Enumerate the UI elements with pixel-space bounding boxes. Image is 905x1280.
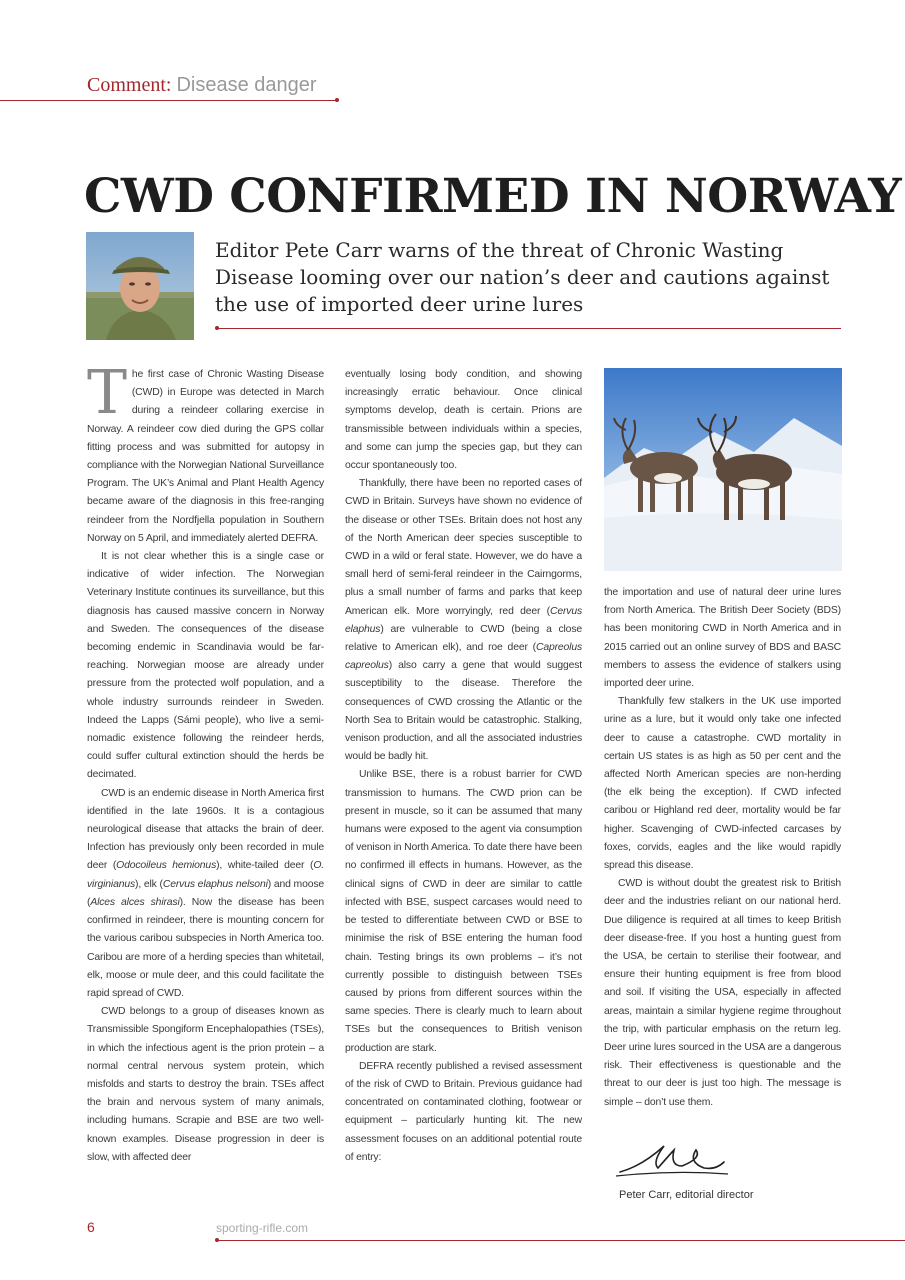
reindeer-photo [604,368,842,571]
body-column-2 [345,366,582,1167]
footer-website: sporting-rifle.com [216,1221,309,1235]
editor-portrait [86,232,194,340]
standfirst-rule [216,328,841,329]
species-name: Cervus elaphus nelsoni [162,878,268,890]
body-column-1 [87,358,324,1167]
body-paragraph: Thankfully few stalkers in the UK use imported urine as a lure, but it would only take one infected deer to cause a catastrophe. CWD mortality in certain US states is as high as 50 per cent and the affected North American species are non-herding (the elk being the exception). If CWD infected caribou or Highland red deer, mortality would be far higher. Scavenging of CWD-infected carcases by foxes, corvids, eagles and the like would rapidly spread this disease. [604,696,841,872]
signature-caption: Peter Carr, editorial director [619,1189,754,1201]
standfirst: Editor Pete Carr warns of the threat of Chronic Wasting Disease looming over our nation’s deer and cautions against the use of imported deer urine lures [215,238,830,316]
body-paragraph: the importation and use of natural deer urine lures from North America. The British Deer Society (BDS) has been monitoring CWD in North America and in 2015 carried out an online survey of BDS and BASC members to assess the evidence of stalkers using imported deer urine. [604,587,841,690]
headline: CWD CONFIRMED IN NORWAY [84,169,902,224]
drop-cap: T [87,358,127,428]
standfirst-rule-dot [215,326,219,330]
header-rule [0,100,338,101]
species-name: Cervus elaphus [345,605,582,635]
text-run: CWD is an endemic disease in North America first identified in the late 1960s. It is a contagious neurological disease that attacks the brain of deer. Infection has previously only been recorded in mule deer ( [87,787,324,872]
text-run: ) and moose ( [87,878,324,908]
footer-rule [216,1240,905,1241]
footer-rule-dot [215,1238,219,1242]
body-paragraph: CWD is without doubt the greatest risk to British deer and the industries reliant on our national herd. Due diligence is required at all times to keep British deer disease-free. If you host a hunting guest from the USA, be certain to sterilise their footwear, and ensure their hunting equipment is free from blood and soil. If visiting the USA, especially in affected areas, maintain a similar hygiene regime throughout the trip, with particular emphasis on the return leg. Deer urine lures sourced in the USA are a dangerous risk. Their effectiveness is questionable and the threat to our deer is just too high. The message is simple – don’t use them. [604,878,841,1108]
text-run: ) also carry a gene that would suggest susceptibility to the disease. Therefore the consequences of CWD crossing the Atlantic or the North Sea to Britain would be catastrophic. Stalking, venison production, and all the associated industries would be badly hit. [345,660,582,763]
body-paragraph [87,358,324,548]
section-header [87,72,317,98]
species-name: Odocoileus hemionus [116,860,217,872]
topic-label: Disease danger [176,74,317,96]
body-paragraph: Unlike BSE, there is a robust barrier for CWD transmission to humans. The CWD prion can be present in muscle, so it can be assumed that many humans were exposed to the agent via consumption of venison in North America. To date there have been no confirmed ill effects in humans. However, as the clinical signs of CWD in deer are similar to cattle infected with BSE, suspect carcases would need to be tested to differentiate between CWD or BSE to minimise the risk of BSE entering the human food chain. Testing brings its own problems – it’s not currently possible to distinguish between TSEs caused by prions from different sources within the same species. There is clearly much to learn about TSEs but the consequences to British venison production are stark. [345,769,582,1054]
body-paragraph: eventually losing body condition, and showing increasingly erratic behaviour. Once clinical symptoms develop, death is certain. Prions are transmissible between individuals within a species, and some can jump the species gap, but they can occur spontaneously too. [345,369,582,472]
body-column-3 [604,584,841,1112]
signature-image [612,1132,732,1182]
paragraph-text: he first case of Chronic Wasting Disease (CWD) in Europe was detected in March during a reindeer collaring exercise in Norway. A reindeer cow died during the GPS collar fitting process and was submitted for autopsy in compliance with the Norwegian National Surveillance Program. The UK’s Animal and Plant Health Agency became aware of the diagnosis in this free-ranging reindeer from the Nordfjella population in Southern Norway on 5 April, and immediately alerted DEFRA. [87,369,324,544]
species-name: Alces alces shirasi [90,896,180,908]
portrait-image [86,232,194,340]
species-name: O. virginianus [87,860,324,890]
body-paragraph [87,785,324,1003]
text-run: ). Now the disease has been confirmed in reindeer, there is mounting concern for the various caribou subspecies in North America too. Caribou are more of a herding species than whitetail, elk, moose or mule deer, and this could facilitate the rapid spread of CWD. [87,896,324,999]
species-name: Capreolus capreolus [345,642,582,672]
reindeer-image [604,368,842,571]
body-paragraph [345,475,582,766]
editor-signature [612,1132,732,1182]
text-run: ), elk ( [135,878,163,890]
comment-label: Comment: [87,74,172,96]
text-run: Thankfully, there have been no reported cases of CWD in Britain. Surveys have shown no evidence of the disease or other TSEs. Britain does not host any of the North American deer species susceptible to CWD in a wild or feral state. However, we do have a small herd of semi-feral reindeer in the Cairngorms, plus a small number of farms and parks that keep American elk. More worryingly, red deer ( [345,478,582,617]
text-run: ) are vulnerable to CWD (being a close relative to American elk), and roe deer ( [345,623,582,654]
body-paragraph: CWD belongs to a group of diseases known as Transmissible Spongiform Encephalopathies (TSEs), in which the infectious agent is the prion protein – a normal central nervous system protein, which misfolds and starts to destroy the brain. TSEs affect the brain and nervous system of many animals, including humans. Scrapie and BSE are two well-known examples. Disease progression in deer is slow, with affected deer [87,1006,324,1163]
body-paragraph: DEFRA recently published a revised assessment of the risk of CWD to Britain. Previous guidance had concentrated on contaminated clothing, footwear or equipment – particularly hunting kit. The new assessment focuses on an additional potential route of entry: [345,1060,582,1163]
text-run: ), white-tailed deer ( [216,860,314,872]
page-number: 6 [87,1219,95,1235]
header-rule-dot [335,98,339,102]
body-paragraph: It is not clear whether this is a single case or indicative of wider infection. The Norwegian Veterinary Institute continues its surveillance, but this diagnosis has caused massive concern in Norway and Sweden. The consequences of the disease becoming endemic in Scandinavia would be far-reaching. Norwegian moose are already under pressure from the protected wolf population, and a whole industry surrounds reindeer in Sweden. Indeed the Lapps (Sámi people), who live a semi-nomadic existence following the reindeer herds, could suffer cultural extinction should the herds be decimated. [87,551,324,781]
